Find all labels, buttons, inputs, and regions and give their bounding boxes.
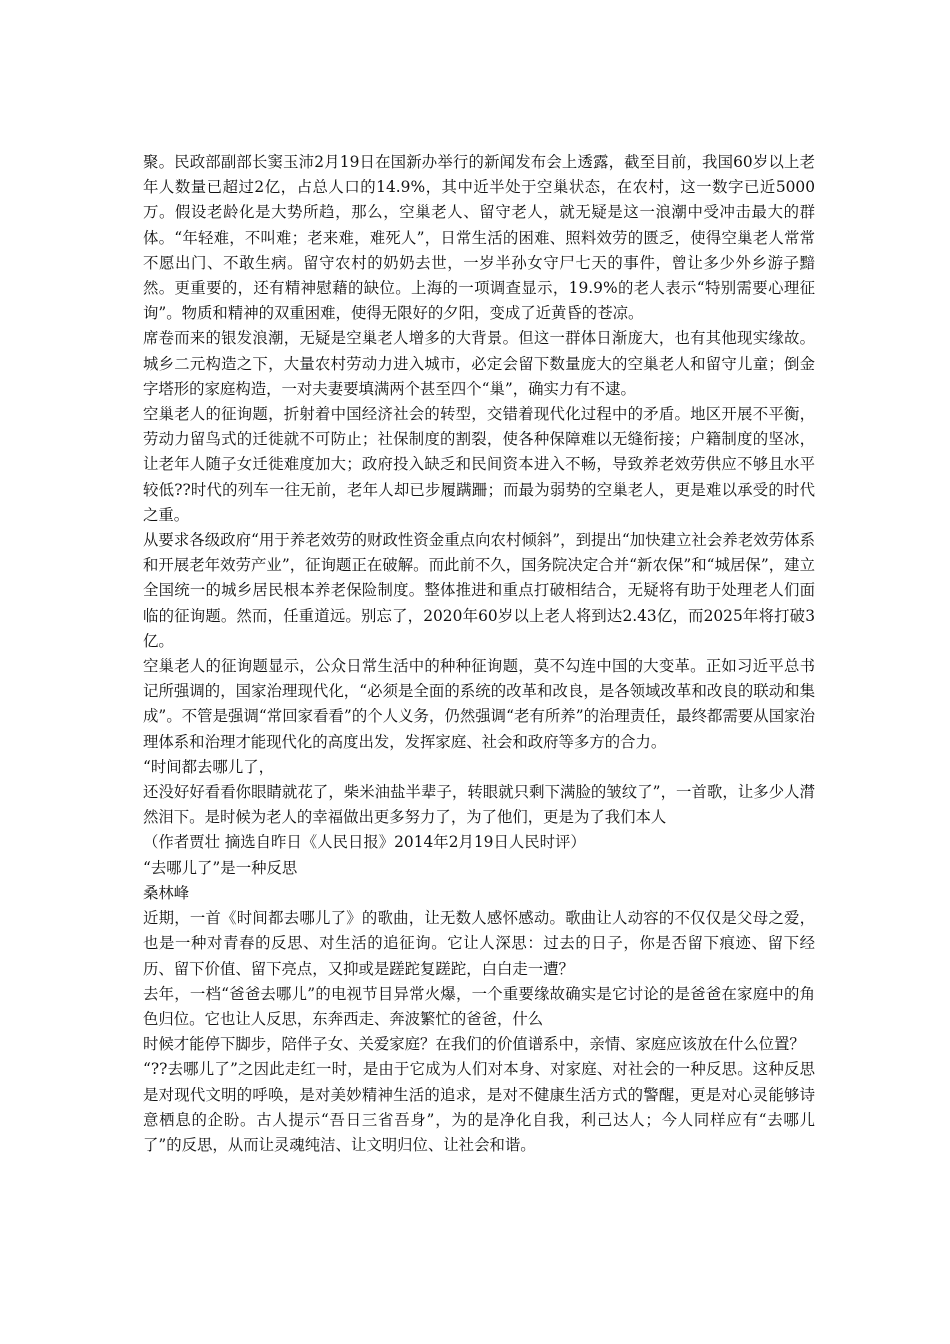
paragraph-source-note: （作者贾壮 摘选自昨日《人民日报》2014年2月19日人民时评） [143, 833, 586, 852]
article-author: 桑林峰 [143, 883, 190, 902]
paragraph-song-continuation: 还没好好看看你眼睛就花了，柴米油盐半辈子，转眼就只剩下满脸的皱纹了”，一首歌，让多少人潸然泪下。是时候为老人的幸福做出更多努力了，为了他们，更是为了我们本人 [143, 783, 815, 827]
paragraph-social-transition: 空巢老人的征询题，折射着中国经济社会的转型，交错着现代化过程中的矛盾。地区开展不平衡，劳动力留鸟式的迁徙就不可防止；社保制度的割裂，使各种保障难以无缝衔接；户籍制度的坚冰，让老年人随子女迁徙难度加大；政府投入缺乏和民间资本进入不畅，导致养老效劳供应不够且水平较低??时代的列车一往无前，老年人却已步履蹒跚；而最为弱势的空巢老人，更是难以承受的时代之重。 [143, 405, 815, 524]
paragraph-tv-show: 去年，一档“爸爸去哪儿”的电视节目异常火爆，一个重要缘故确实是它讨论的是爸爸在家庭中的角色归位。它也让人反思，东奔西走、奔波繁忙的爸爸，什么 [143, 984, 815, 1028]
paragraph-song-reflection: 近期，一首《时间都去哪儿了》的歌曲，让无数人感怀感动。歌曲让人动容的不仅仅是父母之爱，也是一种对青春的反思、对生活的追征询。它让人深思：过去的日子，你是否留下痕迹、留下经历、留下价值、留下亮点，又抑或是蹉跎复蹉跎，白白走一遭？ [143, 909, 815, 978]
paragraph-policy-progress: 从要求各级政府“用于养老效劳的财政性资金重点向农村倾斜”，到提出“加快建立社会养老效劳体系和开展老年效劳产业”，征询题正在破解。而此前不久，国务院决定合并“新农保”和“城居保”，建立全国统一的城乡居民根本养老保险制度。整体推进和重点打破相结合，无疑将有助于处理老人们面临的征询题。然而，任重道远。别忘了，2020年60岁以上老人将到达2.43亿，而2025年将打破3亿。 [143, 531, 815, 650]
article-title: “去哪儿了”是一种反思 [143, 858, 298, 877]
document-body [143, 150, 815, 1158]
paragraph-elderly-statistics: 聚。民政部副部长窦玉沛2月19日在国新办举行的新闻发布会上透露，截至目前，我国60岁以上老年人数量已超过2亿，占总人口的14.9%，其中近半处于空巢状态，在农村，这一数字已近5000万。假设老龄化是大势所趋，那么，空巢老人、留守老人，就无疑是这一浪潮中受冲击最大的群体。“年轻难，不叫难；老来难，难死人”，日常生活的困难、照料效劳的匮乏，使得空巢老人常常不愿出门、不敢生病。留守农村的奶奶去世，一岁半孙女守尸七天的事件，曾让多少外乡游子黯然。更重要的，还有精神慰藉的缺位。上海的一项调查显示，19.9%的老人表示“特别需要心理征询”。物质和精神的双重困难，使得无限好的夕阳，变成了近黄昏的苍凉。 [143, 153, 815, 323]
paragraph-silver-wave: 席卷而来的银发浪潮，无疑是空巢老人增多的大背景。但这一群体日渐庞大，也有其他现实缘故。城乡二元构造之下，大量农村劳动力进入城市，必定会留下数量庞大的空巢老人和留守儿童；倒金字塔形的家庭构造，一对夫妻要填满两个甚至四个“巢”，确实力有不逮。 [143, 329, 815, 398]
paragraph-conclusion: “??去哪儿了”之因此走红一时，是由于它成为人们对本身、对家庭、对社会的一种反思。这种反思是对现代文明的呼唤，是对美妙精神生活的追求，是对不健康生活方式的警醒，更是对心灵能够诗意栖息的企盼。古人提示“吾日三省吾身”，为的是净化自我，利己达人；今人同样应有“去哪儿了”的反思，从而让灵魂纯洁、让文明归位、让社会和谐。 [143, 1060, 815, 1154]
paragraph-family-values: 时候才能停下脚步，陪伴子女、关爱家庭？在我们的价值谱系中，亲情、家庭应该放在什么位置？ [143, 1035, 805, 1054]
paragraph-governance: 空巢老人的征询题显示，公众日常生活中的种种征询题，莫不勾连中国的大变革。正如习近平总书记所强调的，国家治理现代化，“必须是全面的系统的改革和改良，是各领域改革和改良的联动和集成”。不管是强调“常回家看看”的个人义务，仍然强调“老有所养”的治理责任，最终都需要从国家治理体系和治理才能现代化的高度出发，发挥家庭、社会和政府等多方的合力。 [143, 657, 815, 751]
paragraph-song-quote: “时间都去哪儿了， [143, 757, 274, 776]
